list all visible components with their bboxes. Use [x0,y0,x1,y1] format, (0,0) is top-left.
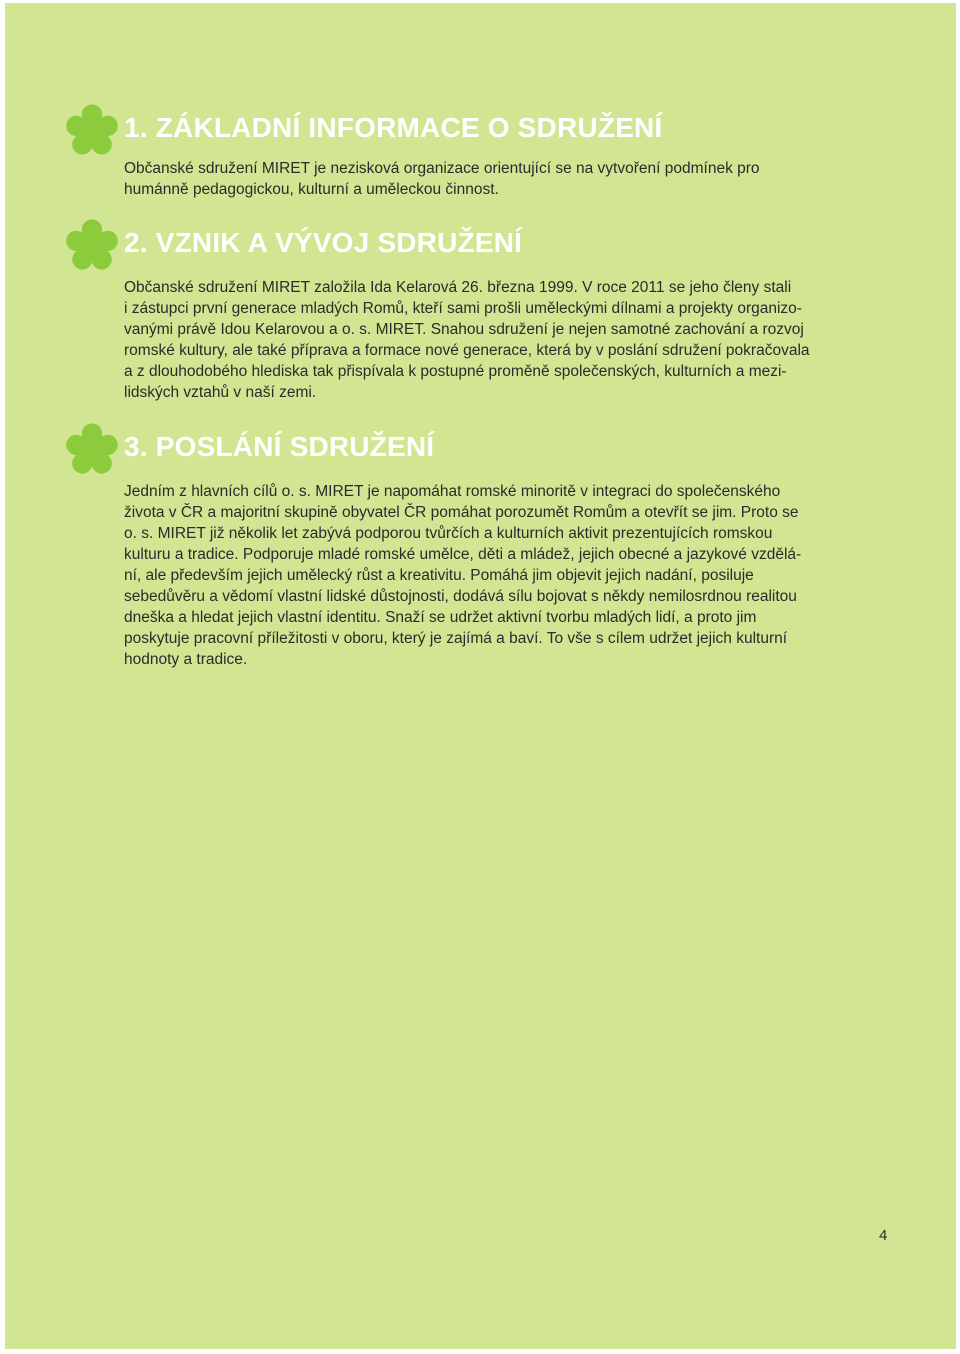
paragraph-line: ní, ale především jejich umělecký růst a kreativitu. Pomáhá jim objevit jejich nadání, posiluje [124,567,754,584]
paragraph-line: Jedním z hlavních cílů o. s. MIRET je napomáhat romské minoritě v integraci do společenského [124,483,781,500]
flower-icon [63,102,121,160]
paragraph-line: romské kultury, ale také příprava a formace nové generace, která by v poslání sdružení pokračovala [124,342,810,359]
paragraph-line: dneška a hledat jejich vlastní identitu. Snaží se udržet aktivní tvorbu mladých lidí, a proto jim [124,609,757,626]
section-paragraph [124,481,864,670]
paragraph-line: Občanské sdružení MIRET je nezisková organizace orientující se na vytvoření podmínek pro [124,160,760,177]
paragraph-line: života v ČR a majoritní skupině obyvatel ČR pomáhat porozumět Romům a otevřít se jim. Proto se [124,504,799,521]
flower-icon [63,421,121,479]
paragraph-line: sebedůvěru a vědomí vlastní lidské důstojnosti, dodává sílu bojovat s někdy nemilosrdnou realitou [124,588,797,605]
flower-icon [63,217,121,275]
paragraph-line: o. s. MIRET již několik let zabývá podporou tvůrčích a kulturních aktivit prezentujících romskou [124,525,773,542]
section-heading: 3. POSLÁNÍ SDRUŽENÍ [124,431,435,462]
paragraph-line: lidských vztahů v naší zemi. [124,384,317,401]
section-paragraph [124,277,864,403]
paragraph-line: Občanské sdružení MIRET založila Ida Kelarová 26. března 1999. V roce 2011 se jeho členy stali [124,279,792,296]
section-heading: 2. VZNIK A VÝVOJ SDRUŽENÍ [124,227,523,258]
page-number: 4 [879,1227,888,1244]
paragraph-line: i zástupci první generace mladých Romů, kteří sami prošli uměleckými dílnami a projekty organizo- [124,300,802,317]
page [5,3,956,1349]
paragraph-line: poskytuje pracovní příležitosti v oboru, který je zajímá a baví. To vše s cílem udržet jejich kulturní [124,630,788,647]
paragraph-line: vanými právě Idou Kelarovou a o. s. MIRET. Snahou sdružení je nejen samotné zachování a rozvoj [124,321,804,338]
section-paragraph [124,158,864,200]
paragraph-line: humánně pedagogickou, kulturní a uměleckou činnost. [124,181,499,198]
paragraph-line: kulturu a tradice. Podporuje mladé romské umělce, děti a mládež, jejich obecné a jazykové vzdělá- [124,546,802,563]
paragraph-line: a z dlouhodobého hlediska tak přispívala k postupné proměně společenských, kulturních a mezi- [124,363,787,380]
paragraph-line: hodnoty a tradice. [124,651,248,668]
section-heading: 1. ZÁKLADNÍ INFORMACE O SDRUŽENÍ [124,112,663,143]
